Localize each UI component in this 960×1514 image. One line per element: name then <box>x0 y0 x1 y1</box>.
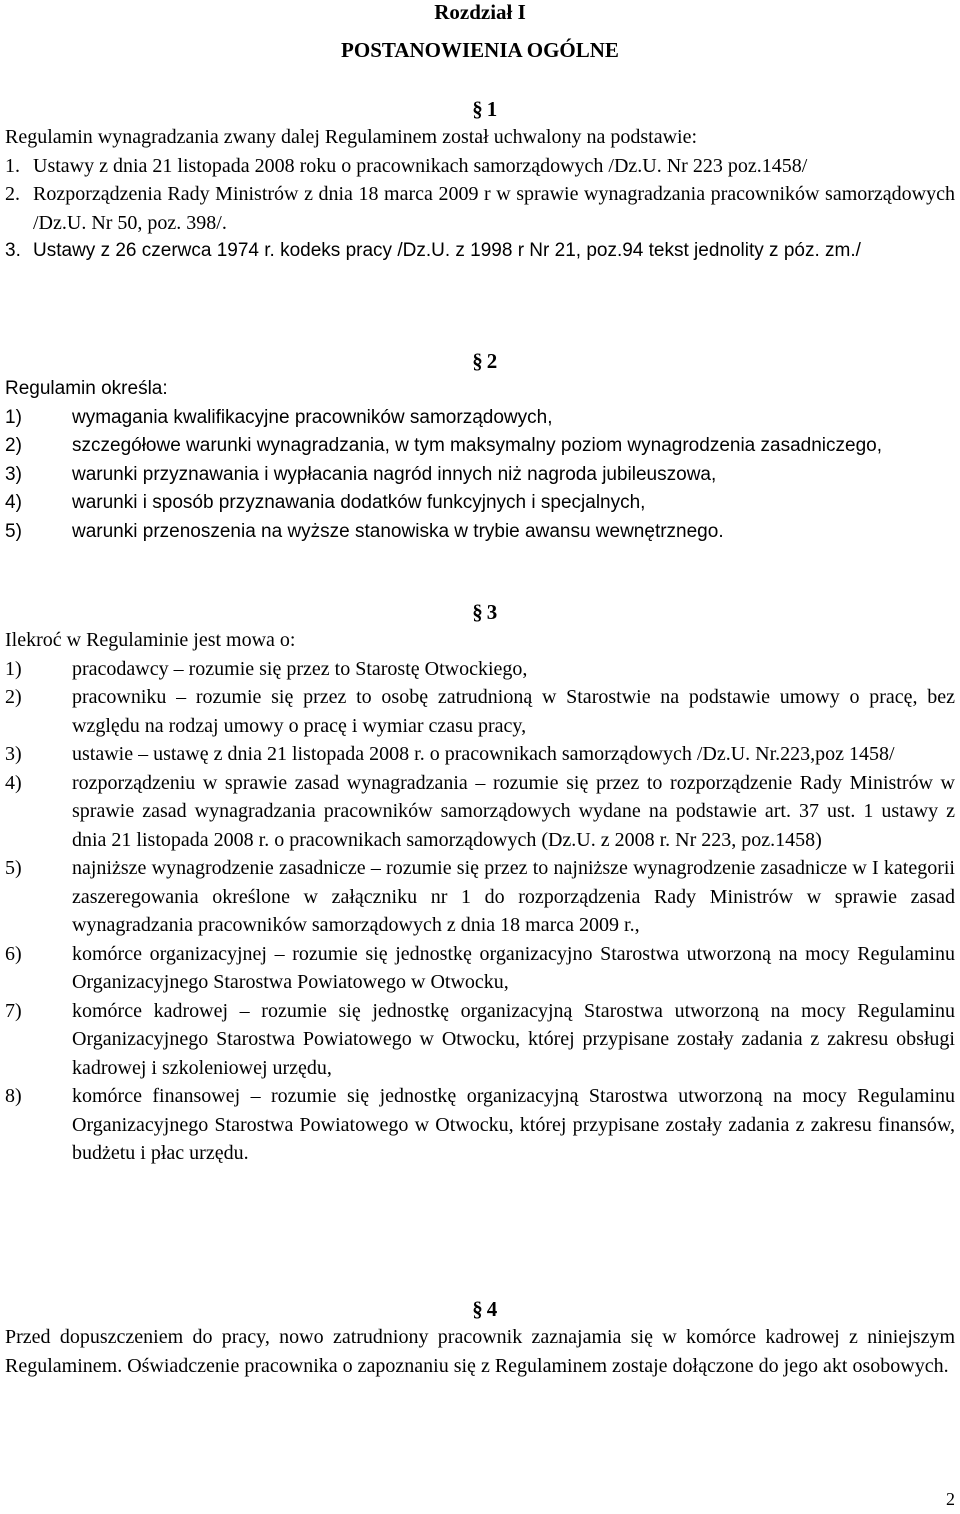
item-text: komórce organizacyjnej – rozumie się jednostkę organizacyjno Starostwa utworzoną na mocy Regulaminu Organizacyjnego Starostwa Powiatowego w Otwocku, <box>72 942 955 993</box>
item-text: warunki przyznawania i wypłacania nagród innych niż nagroda jubileuszowa, <box>72 463 717 485</box>
item-number: 1) <box>5 406 22 428</box>
item-number: 2. <box>5 183 20 205</box>
item-text: pracowniku – rozumie się przez to osobę zatrudnioną w Starostwie na podstawie umowy o pracę, bez względu na rodzaj umowy o pracę i wymiar czasu pracy, <box>72 686 955 737</box>
item-number: 6) <box>5 942 22 965</box>
section-3 <box>5 598 955 1168</box>
list-item <box>5 769 955 855</box>
item-number: 2) <box>5 686 22 708</box>
item-number: 8) <box>5 1085 22 1107</box>
section-1-list <box>5 152 955 266</box>
item-number: 5) <box>5 520 22 542</box>
section-2-intro: Regulamin określa: <box>5 378 168 399</box>
list-item <box>5 854 955 940</box>
list-item <box>5 518 955 547</box>
item-text: pracodawcy – rozumie się przez to Starostę Otwockiego, <box>72 657 528 680</box>
section-1 <box>5 95 955 266</box>
section-3-number: 3 <box>486 600 498 624</box>
list-item <box>5 404 955 433</box>
section-4-text: Przed dopuszczeniem do pracy, nowo zatrudniony pracownik zaznajamia się w komórce kadrowej z niniejszym Regulaminem. Oświadczenie pracownika o zapoznaniu się z Regulaminem zostaje dołączone do jego akt osobowych. <box>5 1326 955 1377</box>
item-number: 4) <box>5 492 22 513</box>
list-item <box>5 940 955 997</box>
section-4-heading <box>5 1295 955 1323</box>
section-3-list <box>5 655 955 1168</box>
list-item <box>5 740 955 769</box>
section-4 <box>5 1295 955 1380</box>
section-3-heading <box>5 598 955 626</box>
section-1-intro: Regulamin wynagradzania zwany dalej Regulaminem został uchwalony na podstawie: <box>5 126 698 148</box>
section-symbol: § <box>472 600 483 624</box>
list-item <box>5 461 955 490</box>
item-text: Rozporządzenia Rady Ministrów z dnia 18 marca 2009 r w sprawie wynagradzania pracowników samorządowych /Dz.U. Nr 50, poz. 398/. <box>33 183 955 234</box>
section-3-intro: Ilekroć w Regulaminie jest mowa o: <box>5 629 296 651</box>
section-2-heading <box>5 347 955 375</box>
item-text: komórce finansowej – rozumie się jednostkę organizacyjną Starostwa utworzoną na mocy Regulaminu Organizacyjnego Starostwa Powiatowego w Otwocku, której przypisane zostały zadania z zakresu finansów, budżetu i płac urzędu. <box>72 1085 955 1164</box>
item-text: Ustawy z dnia 21 listopada 2008 roku o pracownikach samorządowych /Dz.U. Nr 223 poz.1458/ <box>33 154 808 177</box>
list-item <box>5 152 955 181</box>
item-text: ustawie – ustawę z dnia 21 listopada 2008 r. o pracownikach samorządowych /Dz.U. Nr.223,poz 1458/ <box>72 743 895 765</box>
chapter-title: POSTANOWIENIA OGÓLNE <box>341 38 619 62</box>
list-item <box>5 655 955 684</box>
section-4-number: 4 <box>486 1297 498 1321</box>
list-item <box>5 432 955 461</box>
item-number: 3) <box>5 463 22 485</box>
item-number: 1. <box>5 154 20 177</box>
item-text: Ustawy z 26 czerwca 1974 r. kodeks pracy /Dz.U. z 1998 r Nr 21, poz.94 tekst jednolity z póz. zm./ <box>33 240 861 261</box>
item-number: 3. <box>5 240 21 261</box>
item-number: 4) <box>5 771 22 794</box>
section-1-number: 1 <box>486 97 498 121</box>
list-item <box>5 180 955 237</box>
list-item <box>5 1082 955 1168</box>
section-symbol: § <box>472 1297 483 1321</box>
item-number: 3) <box>5 743 22 765</box>
item-text: komórce kadrowej – rozumie się jednostkę organizacyjną Starostwa utworzoną na mocy Regulaminu Organizacyjnego Starostwa Powiatowego w Otwocku, której przypisane zostały zadania z zakresu obsługi kadrowej i szkoleniowej urzędu, <box>72 999 955 1079</box>
section-2 <box>5 347 955 546</box>
item-text: warunki przenoszenia na wyższe stanowiska w trybie awansu wewnętrznego. <box>72 520 724 542</box>
section-symbol: § <box>472 97 483 121</box>
section-2-list <box>5 404 955 547</box>
list-item <box>5 997 955 1083</box>
section-1-heading <box>5 95 955 123</box>
list-item <box>5 237 955 266</box>
item-number: 1) <box>5 657 22 680</box>
item-number: 2) <box>5 435 22 456</box>
item-number: 5) <box>5 857 22 879</box>
list-item <box>5 683 955 740</box>
chapter-number: Rozdział I <box>434 0 526 24</box>
item-text: szczegółowe warunki wynagradzania, w tym maksymalny poziom wynagrodzenia zasadniczego, <box>72 435 882 456</box>
item-text: rozporządzeniu w sprawie zasad wynagradzania – rozumie się przez to rozporządzenie Rady Ministrów w sprawie zasad wynagradzania pracowników samorządowych wydane na podstawie art. 37 ust. 1 ustawy z dnia 21 listopada 2008 r. o pracownikach samorządowych (Dz.U. z 2008 r. Nr 223, poz.1458) <box>72 771 955 851</box>
section-symbol: § <box>472 349 483 373</box>
item-text: najniższe wynagrodzenie zasadnicze – rozumie się przez to najniższe wynagrodzenie zasadnicze w I kategorii zaszeregowania określone w załączniku nr 1 do rozporządzenia Rady Ministrów w sprawie zasad wynagradzania pracowników samorządowych z dnia 18 marca 2009 r., <box>72 857 955 936</box>
section-2-number: 2 <box>486 349 498 373</box>
item-text: wymagania kwalifikacyjne pracowników samorządowych, <box>72 406 553 428</box>
list-item <box>5 489 955 518</box>
page-number: 2 <box>946 1489 955 1509</box>
item-number: 7) <box>5 999 22 1022</box>
item-text: warunki i sposób przyznawania dodatków funkcyjnych i specjalnych, <box>72 492 646 513</box>
